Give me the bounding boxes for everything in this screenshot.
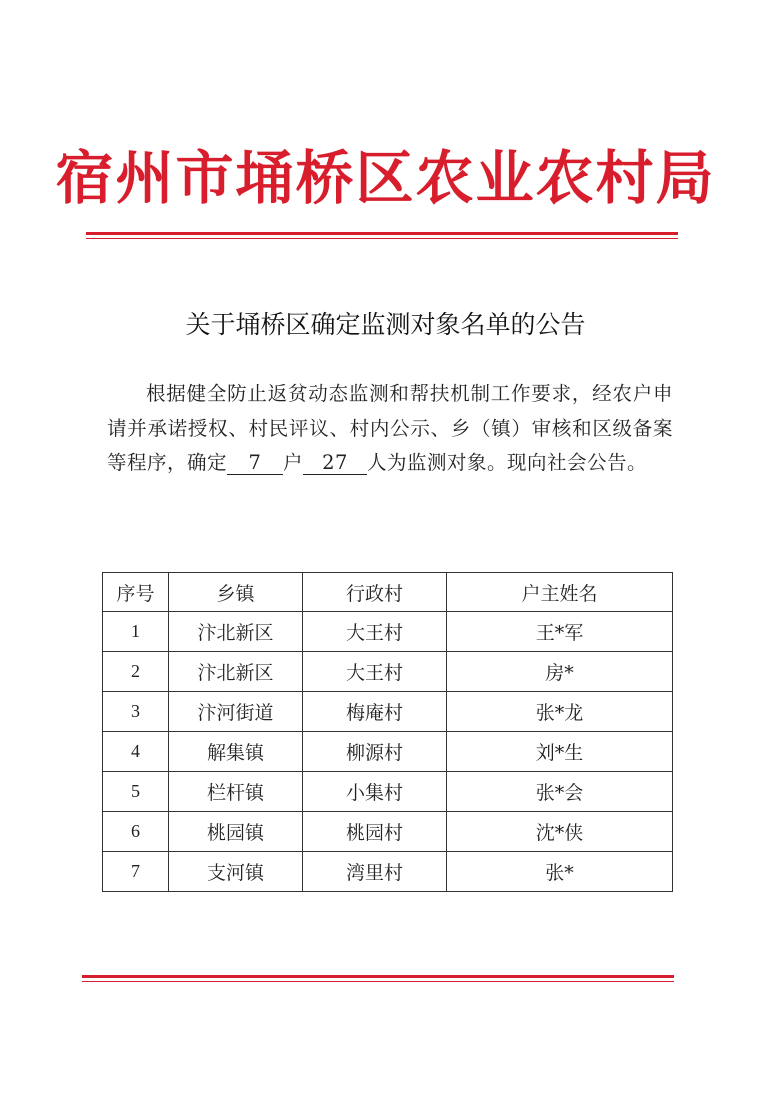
row-town: 支河镇 xyxy=(169,852,303,892)
row-village: 梅庵村 xyxy=(303,692,447,732)
row-town: 汴河街道 xyxy=(169,692,303,732)
row-town: 汴北新区 xyxy=(169,612,303,652)
row-town: 解集镇 xyxy=(169,732,303,772)
table-row xyxy=(103,812,673,852)
row-number: 1 xyxy=(103,612,169,652)
notice-title: 关于埇桥区确定监测对象名单的公告 xyxy=(185,310,586,339)
households-unit: 户 xyxy=(283,451,304,474)
letterhead-rule-thick xyxy=(86,232,678,235)
row-number: 4 xyxy=(103,732,169,772)
row-household-head: 房* xyxy=(447,652,673,692)
table-header-row xyxy=(103,573,673,612)
row-household-head: 张*会 xyxy=(447,772,673,812)
row-household-head: 刘*生 xyxy=(447,732,673,772)
column-header-town: 乡镇 xyxy=(169,573,303,612)
row-number: 2 xyxy=(103,652,169,692)
row-household-head: 张*龙 xyxy=(447,692,673,732)
row-household-head: 沈*侠 xyxy=(447,812,673,852)
table-row xyxy=(103,852,673,892)
letterhead-rule-thin xyxy=(86,238,678,239)
row-town: 桃园镇 xyxy=(169,812,303,852)
column-header-village: 行政村 xyxy=(303,573,447,612)
row-town: 汴北新区 xyxy=(169,652,303,692)
row-town: 栏杆镇 xyxy=(169,772,303,812)
people-count: 27 xyxy=(303,452,367,475)
table-row xyxy=(103,692,673,732)
households-count: 7 xyxy=(227,452,283,475)
agency-letterhead: 宿州市埇桥区农业农村局 xyxy=(55,144,716,212)
table-row xyxy=(103,772,673,812)
row-village: 柳源村 xyxy=(303,732,447,772)
footer-rule-thick xyxy=(82,975,674,978)
row-village: 大王村 xyxy=(303,612,447,652)
table-row xyxy=(103,612,673,652)
body-text-before: 根据健全防止返贫动态监测和帮扶机制工作要求，经农户申请并承诺授权、村民评议、村内公示、乡（镇）审核和区级备案等程序，确定 xyxy=(107,382,673,474)
row-village: 大王村 xyxy=(303,652,447,692)
column-header-number: 序号 xyxy=(103,573,169,612)
row-household-head: 王*军 xyxy=(447,612,673,652)
monitoring-roster-table xyxy=(102,572,673,892)
row-number: 6 xyxy=(103,812,169,852)
column-header-household-head: 户主姓名 xyxy=(447,573,673,612)
body-text-after: 人为监测对象。现向社会公告。 xyxy=(367,451,648,474)
row-number: 5 xyxy=(103,772,169,812)
notice-body xyxy=(107,377,673,481)
footer-rule-thin xyxy=(82,981,674,982)
row-village: 小集村 xyxy=(303,772,447,812)
row-number: 3 xyxy=(103,692,169,732)
row-household-head: 张* xyxy=(447,852,673,892)
table-row xyxy=(103,732,673,772)
row-village: 湾里村 xyxy=(303,852,447,892)
row-number: 7 xyxy=(103,852,169,892)
row-village: 桃园村 xyxy=(303,812,447,852)
table-row xyxy=(103,652,673,692)
